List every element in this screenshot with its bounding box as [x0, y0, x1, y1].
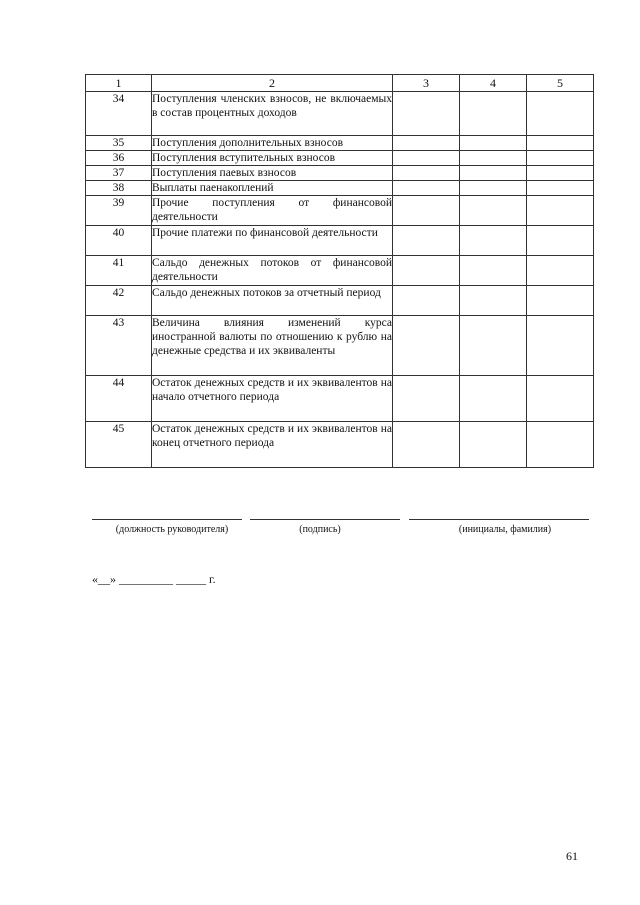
table-row: [86, 226, 594, 256]
table-row: [86, 181, 594, 196]
row-number: 45: [86, 422, 152, 468]
table-row: [86, 136, 594, 151]
name-signature-line: [409, 519, 589, 520]
cash-flow-table: [85, 74, 594, 468]
table-row: [86, 92, 594, 136]
value-cell: [527, 376, 594, 422]
row-number: 40: [86, 226, 152, 256]
row-description: Остаток денежных средств и их эквивалентов на начало отчетного периода: [152, 376, 393, 422]
table-row: [86, 376, 594, 422]
value-cell: [393, 181, 460, 196]
value-cell: [393, 422, 460, 468]
row-number: 38: [86, 181, 152, 196]
value-cell: [393, 226, 460, 256]
row-description: Выплаты паенакоплений: [152, 181, 393, 196]
value-cell: [393, 256, 460, 286]
value-cell: [527, 226, 594, 256]
table-row: [86, 422, 594, 468]
signature-label: (подпись): [299, 524, 341, 535]
row-number: 44: [86, 376, 152, 422]
row-number: 39: [86, 196, 152, 226]
row-number: 34: [86, 92, 152, 136]
value-cell: [527, 151, 594, 166]
table-row: [86, 256, 594, 286]
value-cell: [460, 286, 527, 316]
value-cell: [527, 136, 594, 151]
row-description: Сальдо денежных потоков от финансовой деятельности: [152, 256, 393, 286]
row-description: Поступления вступительных взносов: [152, 151, 393, 166]
row-description: Поступления членских взносов, не включаемых в состав процентных доходов: [152, 92, 393, 136]
value-cell: [460, 196, 527, 226]
table-row: [86, 166, 594, 181]
value-cell: [393, 286, 460, 316]
value-cell: [393, 166, 460, 181]
value-cell: [460, 166, 527, 181]
value-cell: [460, 422, 527, 468]
position-label: (должность руководителя): [115, 524, 229, 535]
row-description: Сальдо денежных потоков за отчетный период: [152, 286, 393, 316]
value-cell: [393, 376, 460, 422]
value-cell: [460, 316, 527, 376]
value-cell: [393, 136, 460, 151]
value-cell: [527, 92, 594, 136]
value-cell: [393, 316, 460, 376]
signature-line: [250, 519, 400, 520]
row-description: Величина влияния изменений курса иностранной валюты по отношению к рублю на денежные средства и их эквиваленты: [152, 316, 393, 376]
row-description: Поступления дополнительных взносов: [152, 136, 393, 151]
value-cell: [460, 136, 527, 151]
row-description: Поступления паевых взносов: [152, 166, 393, 181]
row-number: 37: [86, 166, 152, 181]
row-number: 36: [86, 151, 152, 166]
column-header: 2: [152, 75, 393, 92]
value-cell: [460, 256, 527, 286]
page-number: 61: [566, 849, 578, 863]
row-number: 42: [86, 286, 152, 316]
row-description: Прочие платежи по финансовой деятельности: [152, 226, 393, 256]
table-row: [86, 151, 594, 166]
row-number: 43: [86, 316, 152, 376]
position-signature-line: [92, 519, 242, 520]
column-header: 3: [393, 75, 460, 92]
row-number: 35: [86, 136, 152, 151]
value-cell: [393, 196, 460, 226]
table-row: [86, 316, 594, 376]
value-cell: [460, 376, 527, 422]
row-description: Остаток денежных средств и их эквивалентов на конец отчетного периода: [152, 422, 393, 468]
column-header: 5: [527, 75, 594, 92]
value-cell: [527, 286, 594, 316]
table-row: [86, 196, 594, 226]
value-cell: [460, 226, 527, 256]
row-description: Прочие поступления от финансовой деятельности: [152, 196, 393, 226]
value-cell: [527, 316, 594, 376]
table-header-row: [86, 75, 594, 92]
table-row: [86, 286, 594, 316]
column-header: 1: [86, 75, 152, 92]
column-header: 4: [460, 75, 527, 92]
date-line: «__» _________ _____ г.: [92, 572, 216, 586]
row-number: 41: [86, 256, 152, 286]
value-cell: [527, 256, 594, 286]
value-cell: [393, 151, 460, 166]
value-cell: [527, 196, 594, 226]
value-cell: [460, 151, 527, 166]
value-cell: [527, 166, 594, 181]
value-cell: [460, 181, 527, 196]
value-cell: [527, 181, 594, 196]
value-cell: [527, 422, 594, 468]
name-label: (инициалы, фамилия): [458, 524, 552, 535]
value-cell: [393, 92, 460, 136]
value-cell: [460, 92, 527, 136]
